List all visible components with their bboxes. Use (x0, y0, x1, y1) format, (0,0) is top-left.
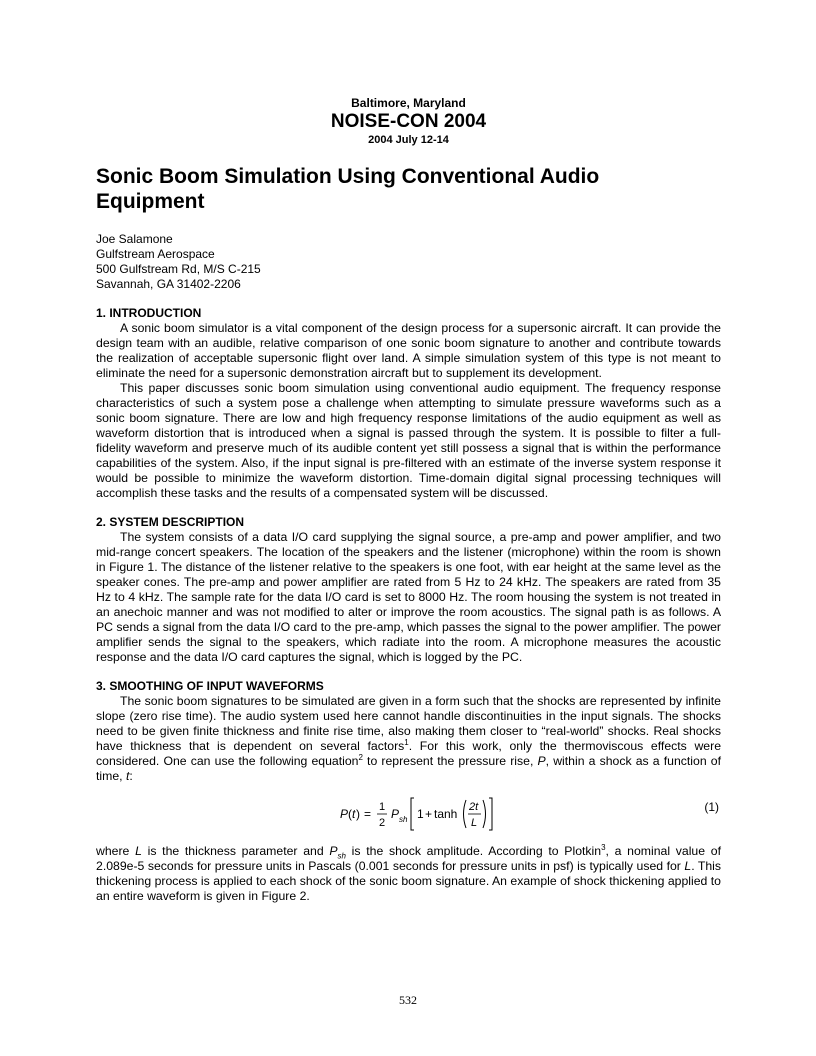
page-number: 532 (399, 993, 417, 1007)
system-description-paragraph: The system consists of a data I/O card supplying the signal source, a pre-amp and power amplifier, and two mid-range concert speakers. The location of the speakers and the listener (microphone) within the room is shown in Figure 1. The distance of the listener relative to the speakers is one foot, with ear height at the same level as the speaker cones. The pre-amp and power amplifier are rated from 5 Hz to 24 kHz. The speakers are rated from 35 Hz to 4 kHz. The sample rate for the data I/O card is set to 8000 Hz. The room housing the system is not treated in an anechoic manner and was not modified to alter or improve the room acoustics. The signal path is as follows. A PC sends a signal from the data I/O card to the pre-amp, which passes the signal to the power amplifier. The power amplifier sends the signal to the speakers, which radiate into the room. A microphone measures the acoustic response and the data I/O card captures the signal, which is logged by the PC. (96, 530, 721, 664)
section-heading-system-description: 2. SYSTEM DESCRIPTION (96, 515, 245, 529)
paper-page (96, 96, 721, 904)
eq-coef-p: P (391, 807, 400, 821)
section-heading-smoothing: 3. SMOOTHING OF INPUT WAVEFORMS (96, 679, 324, 693)
conference-location: Baltimore, Maryland (351, 96, 466, 110)
equation-1 (96, 792, 721, 836)
author-block (96, 232, 721, 292)
reference-2: 2 (358, 752, 363, 762)
svg-text:+: + (425, 807, 433, 821)
eq-tanh: tanh (434, 807, 458, 821)
svg-text:): ) (356, 807, 360, 821)
eq-one: 1 (417, 807, 424, 821)
smoothing-paragraph-2: where L is the thickness parameter and $P_{sh}$ is the shock amplitude. According to Plotkin$^3$, a nominal value of 2.089e-5 seconds for pressure units in Pascals (0.001 seconds for pressure units in psf) is typically used for L. This thickening process is applied to each shock of the sonic boom signature. An example of shock thickening applied to an entire waveform is given in Figure 2. (96, 842, 721, 903)
conference-dates: 2004 July 12-14 (368, 134, 449, 146)
author-name: Joe Salamone (96, 232, 173, 246)
reference-3: 3 (601, 842, 606, 852)
section-heading-introduction: 1. INTRODUCTION (96, 306, 202, 320)
introduction-paragraph-1: A sonic boom simulator is a vital component of the design process for a supersonic aircraft. It can provide the design team with an audible, relative comparison of one sonic boom signature to another and contribute towards the realization of acceptable supersonic flight over land. A simple simulation system of this type is not meant to eliminate the need for a supersonic demonstration aircraft but to supplement its development. (96, 321, 721, 380)
author-address-line2: Savannah, GA 31402-2206 (96, 277, 241, 291)
smoothing-paragraph-1: The sonic boom signatures to be simulated are given in a form such that the shocks are represented by infinite slope (zero rise time). The audio system used here cannot handle discontinuities in the input signals. The shocks need to be given finite thickness and finite rise time, also making them closer to “real-world” shocks. Real shocks have thickness that is dependent on several factors$^1$. For this work, only the thermoviscous effects were considered. One can use the following equation$^2$ to represent the pressure rise, P, within a shock as a function of time, t: (96, 694, 722, 783)
reference-1: 1 (404, 737, 409, 747)
eq-half-num: 1 (379, 801, 386, 813)
author-organization: Gulfstream Aerospace (96, 247, 215, 261)
svg-text:=: = (364, 807, 372, 821)
eq-frac-den: L (471, 817, 478, 829)
svg-text:(: ( (348, 807, 352, 821)
paper-title: Sonic Boom Simulation Using Conventional Audio Equipment (96, 165, 600, 213)
eq-coef-sub: sh (399, 815, 408, 824)
introduction-paragraph-2: This paper discusses sonic boom simulation using conventional audio equipment. The frequency response characteristics of such a system pose a challenge when attempting to simulate pressure waveforms such as a sonic boom signature. There are low and high frequency response limitations of the audio equipment as well as waveform distortion that is introduced when a signal is passed through the system. It is possible to filter a full-fidelity waveform and preserve much of its audible content yet still possess a signal that is within the performance capabilities of the system. Also, if the input signal is pre-filtered with an estimate of the inverse system response it would be possible to minimize the waveform distortion. Time-domain digital signal processing techniques will accomplish these tasks and the results of a compensated system will be discussed. (96, 381, 721, 500)
author-address-line1: 500 Gulfstream Rd, M/S C-215 (96, 262, 261, 276)
eq-lhs-p: P (340, 807, 349, 821)
equation-formula (336, 792, 496, 836)
conference-name: NOISE-CON 2004 (330, 111, 487, 132)
eq-lhs-t: t (352, 807, 356, 821)
equation-number: (1) (704, 800, 719, 814)
conference-header (96, 96, 721, 147)
eq-frac-num: 2t (469, 801, 479, 813)
eq-half-den: 2 (379, 817, 386, 829)
